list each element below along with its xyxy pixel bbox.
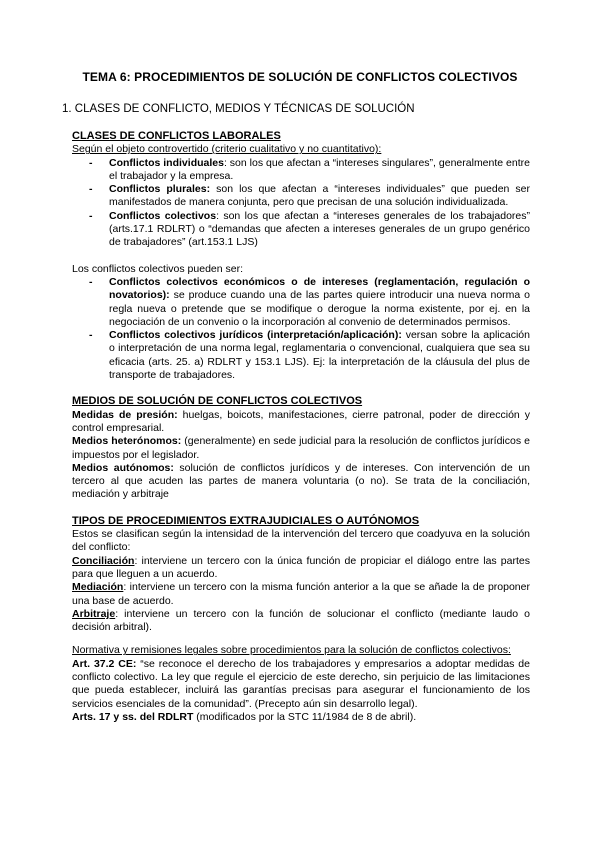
item-text: : interviene un tercero con la única función de propiciar el diálogo entre las partes para que lleguen a un acuerdo. <box>72 554 530 580</box>
list-item <box>109 157 530 184</box>
item-text: solución de conflictos jurídicos y de intereses. Con intervención de un tercero al que acuden las partes de manera voluntaria (o no). Se trata de la conciliación, mediación y arbitraje <box>72 461 530 501</box>
clases-heading: CLASES DE CONFLICTOS LABORALES <box>72 130 281 142</box>
item-term: Art. 37.2 CE: <box>72 657 137 670</box>
tipos-item <box>72 608 530 635</box>
normativa-art17 <box>72 711 530 724</box>
item-term: Arbitraje <box>72 607 116 620</box>
tipos-item <box>72 581 530 608</box>
colectivos-list <box>72 276 530 382</box>
item-text: : interviene un tercero con la función de solucionar el conflicto (mediante laudo o decisión arbitral). <box>72 607 530 634</box>
document-body <box>72 130 530 724</box>
list-item <box>109 183 530 210</box>
item-text: “se reconoce el derecho de los trabajadores y empresarios a adoptar medidas de conflicto colectivo. La ley que regule el ejercicio de este derecho, sin perjuicio de las limitaciones que pueda establecer, incluirá las garantías precisas para asegurar el funcionamiento de los servicios esenciales de la comunidad”. (Precepto aún sin desarrollo legal). <box>72 657 530 710</box>
tipos-item <box>72 555 530 582</box>
list-item <box>109 210 530 250</box>
item-term: Mediación <box>72 581 124 594</box>
colectivos-intro: Los conflictos colectivos pueden ser: <box>72 262 244 275</box>
list-item <box>109 276 530 329</box>
item-text: : son los que afectan a “intereses singulares”, generalmente entre el trabajador y la empresa. <box>109 156 530 182</box>
item-text: : son los que afectan a “intereses generales de los trabajadores” (arts.17.1 RDLRT) o “demandas que afecten a intereses generales de un grupo genérico de trabajadores” (art.153.1 LJS) <box>109 209 530 249</box>
item-term: Medidas de presión: <box>72 408 178 421</box>
item-text: son los que afectan a “intereses individuales” que pueden ser manifestados de manera conjunta, pero que precisan de una solución individualizada. <box>109 183 530 209</box>
list-item <box>109 329 530 382</box>
clases-list <box>72 157 530 250</box>
item-term: Arts. 17 y ss. del RDLRT <box>72 710 194 723</box>
item-text: versan sobre la aplicación o interpretación de una norma legal, reglamentaria o convencional, cualquiera que sea su eficacia (arts. 25. a) RDLRT y 153.1 LJS). Ej: la interpretación de la cláusula del plus de transporte de trabajadores. <box>109 329 530 382</box>
normativa-art37 <box>72 658 530 711</box>
item-text: huelgas, boicots, manifestaciones, cierre patronal, poder de dirección y control empresarial. <box>72 408 530 434</box>
tipos-intro: Estos se clasifican según la intensidad de la intervención del tercero que coadyuva en la solución del conflicto: <box>72 528 530 554</box>
item-term: Conciliación <box>72 554 135 567</box>
normativa-heading: Normativa y remisiones legales sobre procedimientos para la solución de conflictos colectivos: <box>72 644 511 657</box>
item-term: Conflictos plurales: <box>109 183 211 196</box>
item-term: Medios heterónomos: <box>72 435 182 448</box>
medios-heading: MEDIOS DE SOLUCIÓN DE CONFLICTOS COLECTIVOS <box>72 395 363 408</box>
item-text: : interviene un tercero con la misma función anterior a la que se añade la de proponer una base de acuerdo. <box>72 581 530 607</box>
item-term: Conflictos colectivos jurídicos (interpretación/aplicación): <box>109 329 402 342</box>
medios-item <box>72 409 530 436</box>
tipos-heading: TIPOS DE PROCEDIMIENTOS EXTRAJUDICIALES O AUTÓNOMOS <box>72 514 420 527</box>
medios-item <box>72 435 530 462</box>
item-term: Conflictos colectivos económicos o de intereses (reglamentación, regulación o novatorios): <box>109 275 530 302</box>
document-title: TEMA 6: PROCEDIMIENTOS DE SOLUCIÓN DE CONFLICTOS COLECTIVOS <box>82 70 518 84</box>
item-term: Conflictos colectivos <box>109 209 217 222</box>
item-text: (generalmente) en sede judicial para la resolución de conflictos jurídicos e impuestos por el legislador. <box>72 435 530 461</box>
medios-item <box>72 462 530 502</box>
item-text: (modificados por la STC 11/1984 de 8 de abril). <box>193 710 417 723</box>
item-text: se produce cuando una de las partes quiere introducir una nueva norma o regla nueva o pretende que se modifique o derogue la norma existente, por ej. en la negociación de un convenio o la incorporación al convenio de determinados permisos. <box>109 289 530 328</box>
item-term: Conflictos individuales <box>109 156 224 169</box>
item-term: Medios autónomos: <box>72 461 174 474</box>
clases-subheading: Según el objeto controvertido (criterio cualitativo y no cuantitativo): <box>72 143 382 156</box>
section-heading: 1. CLASES DE CONFLICTO, MEDIOS Y TÉCNICAS DE SOLUCIÓN <box>62 103 415 115</box>
